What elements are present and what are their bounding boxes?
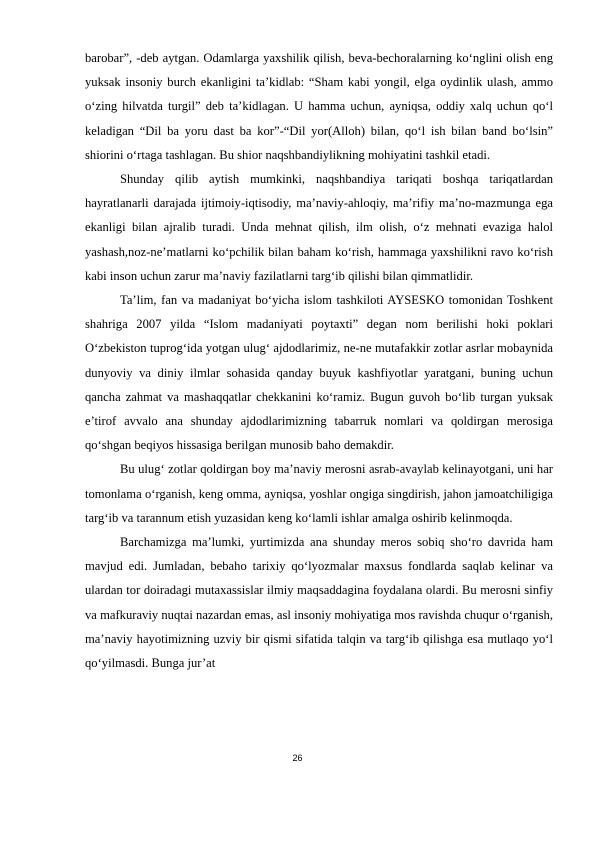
document-page [85,46,553,675]
paragraph-4: Bu ulug‘ zotlar qoldirgan boy ma’naviy merosni asrab-avaylab kelinayotgani, uni har tomonlama o‘rganish, keng omma, ayniqsa, yoshlar ongiga singdirish, jahon jamoatchiligiga targ‘ib va tarannum etish yuzasidan keng ko‘lamli ishlar amalga oshirib kelinmoqda. [85,462,553,525]
paragraph-5: Barchamizga ma’lumki, yurtimizda ana shunday meros sobiq sho‘ro davrida ham mavjud edi. Jumladan, bebaho tarixiy qo‘lyozmalar maxsus fondlarda saqlab kelinar va ulardan tor doiradagi mutaxassislar ilmiy maqsaddagina foydalana olardi. Bu merosni sinfiy va mafkuraviy nuqtai nazardan emas, asl insoniy mohiyatiga mos ravishda chuqur o‘rganish, ma’naviy hayotimizning uzviy bir qismi sifatida talqin va targ‘ib qilishga esa mutlaqo yo‘l qo‘yilmasdi. Bunga jur’at [85,535,553,671]
paragraph-3: Ta’lim, fan va madaniyat bo‘yicha islom tashkiloti AYSESKO tomonidan Toshkent shahriga 2007 yilda “Islom madaniyati poytaxti” degan nom berilishi hoki poklari O‘zbekiston tuprog‘ida yotgan ulug‘ ajdodlarimiz, ne-ne mutafakkir zotlar asrlar mobaynida dunyoviy va diniy ilmlar sohasida qanday buyuk kashfiyotlar yaratgani, buning uchun qancha zahmat va mashaqqatlar chekkanini ko‘ramiz. Bugun guvoh bo‘lib turgan yuksak e’tirof avvalo ana shunday ajdodlarimizning tabarruk nomlari va qoldirgan merosiga qo‘shgan beqiyos hissasiga berilgan munosib baho demakdir. [85,293,553,453]
page-number: 26 [292,753,303,763]
paragraph-1: barobar”, -deb aytgan. Odamlarga yaxshilik qilish, beva-bechoralarning ko‘nglini olish eng yuksak insoniy burch ekanligini ta’kidlab: “Sham kabi yongil, elga oydinlik ulash, ammo o‘zing hilvatda turgil” deb ta’kidlagan. U hamma uchun, ayniqsa, oddiy xalq uchun qo‘l keladigan “Dil ba yoru dast ba kor”-“Dil yor(Alloh) bilan, qo‘l ish bilan band bo‘lsin” shiorini o‘rtaga tashlagan. Bu shior naqshbandiylikning mohiyatini tashkil etadi. [85,51,553,162]
paragraph-2: Shunday qilib aytish mumkinki, naqshbandiya tariqati boshqa tariqatlardan hayratlanarli darajada ijtimoiy-iqtisodiy, ma’naviy-ahloqiy, ma’rifiy ma’no-mazmunga ega ekanligi bilan ajralib turadi. Unda mehnat qilish, ilm olish, o‘z mehnati evaziga halol yashash,noz-ne’matlarni ko‘pchilik bilan baham ko‘rish, hammaga yaxshilikni ravo ko‘rish kabi inson uchun zarur ma’naviy fazilatlarni targ‘ib qilishi bilan qimmatlidir. [85,172,553,283]
